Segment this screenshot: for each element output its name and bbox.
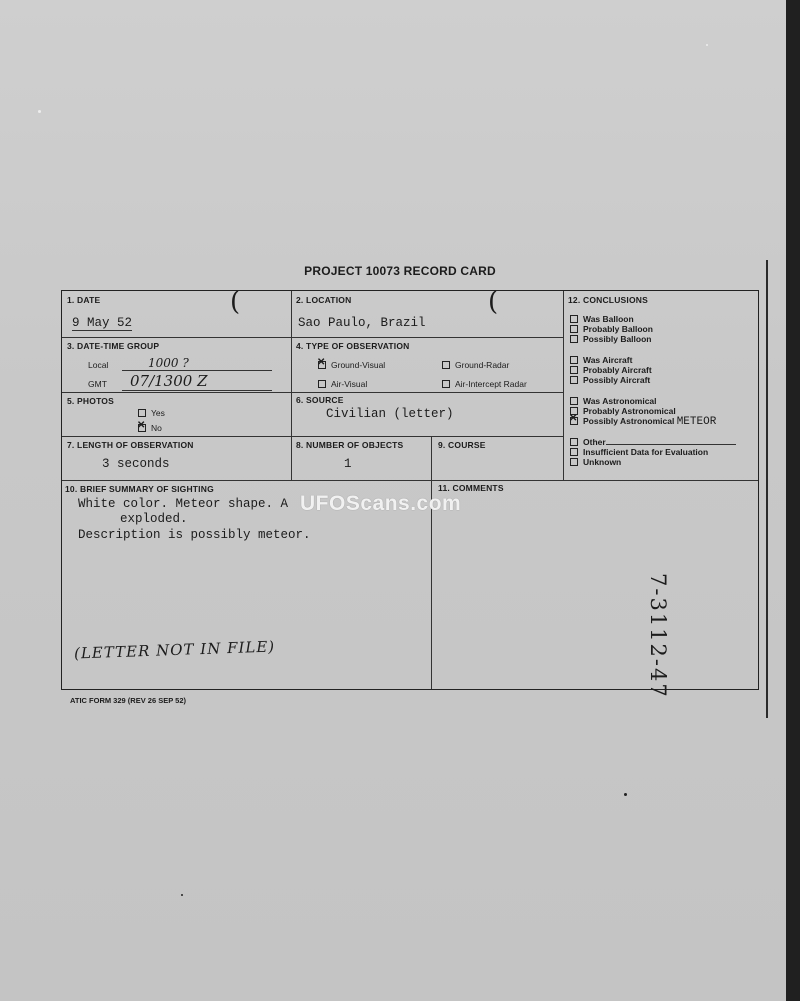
obs-option-air-intercept-radar [442,379,527,389]
summary-line-2: exploded. [120,512,188,526]
dust-speck [181,894,183,896]
photos-label: 5. PHOTOS [67,396,114,406]
checkbox [442,380,450,388]
option-label: Yes [151,408,165,418]
summary-label: 10. BRIEF SUMMARY OF SIGHTING [65,484,214,494]
datetime-cell [62,338,292,393]
length-value: 3 seconds [102,457,170,471]
comments-cell [432,481,758,699]
photos-cell [62,393,292,437]
option-label: Air-Intercept Radar [455,379,527,389]
conclusion-other: Other [570,437,736,447]
location-cell [292,287,564,338]
dust-speck [706,44,708,46]
scan-edge [786,0,800,1001]
handwritten-note: (LETTER NOT IN FILE) [73,637,276,663]
course-label: 9. COURSE [438,440,486,450]
length-cell [62,437,292,481]
conclusions-cell [564,291,758,481]
date-cell [62,287,292,338]
local-label: Local [88,360,109,370]
source-cell [292,393,564,437]
datetime-label: 3. DATE-TIME GROUP [67,341,160,351]
photos-yes [138,408,165,418]
comments-label: 11. COMMENTS [438,483,504,493]
gmt-label: GMT [88,379,107,389]
date-value: 9 May 52 [72,316,133,330]
gmt-value: 07/1300 Z [122,372,272,391]
checkbox [138,424,146,432]
handwritten-reference: 7-3112-47 [646,573,670,699]
form-identifier: ATIC FORM 329 (REV 26 SEP 52) [70,696,187,705]
option-label: Ground-Radar [455,360,510,370]
obs-option-air-visual [318,379,367,389]
conclusion-was-aircraft: Was Aircraft [570,355,632,365]
source-value: Civilian (letter) [326,407,454,421]
conclusions-label: 12. CONCLUSIONS [568,295,648,305]
checkbox [318,380,326,388]
location-label: 2. LOCATION [296,295,352,305]
conclusion-probably-aircraft: Probably Aircraft [570,365,652,375]
summary-line-1: White color. Meteor shape. A [78,497,289,511]
pen-mark: ( [230,287,241,317]
observation-type-cell [292,338,564,393]
conclusion-probably-astronomical: Probably Astronomical [570,406,676,416]
checkbox [138,409,146,417]
objects-label: 8. NUMBER OF OBJECTS [296,440,404,450]
pen-mark: ( [488,287,499,317]
objects-cell [292,437,432,481]
observation-type-label: 4. TYPE OF OBSERVATION [296,341,410,351]
conclusion-was-astronomical: Was Astronomical [570,396,657,406]
objects-value: 1 [344,457,352,471]
dust-speck [38,110,41,113]
fold-line [766,260,768,718]
checkbox [318,361,326,369]
checkbox [442,361,450,369]
watermark: UFOScans.com [300,492,462,515]
obs-option-ground-radar [442,360,509,370]
conclusion-was-balloon: Was Balloon [570,314,634,324]
summary-line-3: Description is possibly meteor. [78,528,311,542]
conclusion-possibly-aircraft: Possibly Aircraft [570,375,650,385]
card-title: PROJECT 10073 RECORD CARD [304,264,496,278]
option-label: Air-Visual [331,379,368,389]
conclusion-probably-balloon: Probably Balloon [570,324,653,334]
location-value: Sao Paulo, Brazil [298,316,426,330]
option-label: Ground-Visual [331,360,386,370]
conclusion-insufficient-data: Insufficient Data for Evaluation [570,447,708,457]
conclusion-possibly-balloon: Possibly Balloon [570,334,652,344]
date-label: 1. DATE [67,295,101,305]
course-cell [432,437,564,481]
record-card [61,287,759,699]
photos-no [138,423,162,433]
conclusion-unknown: Unknown [570,457,621,467]
length-label: 7. LENGTH OF OBSERVATION [67,440,194,450]
dust-speck [624,793,627,796]
meteor-annotation: METEOR [676,416,717,428]
source-label: 6. SOURCE [296,395,344,405]
obs-option-ground-visual [318,360,385,370]
conclusion-possibly-astronomical: ✕Possibly Astronomical METEOR [570,416,716,428]
local-value: 1000 ? [122,356,272,371]
option-label: No [151,423,162,433]
